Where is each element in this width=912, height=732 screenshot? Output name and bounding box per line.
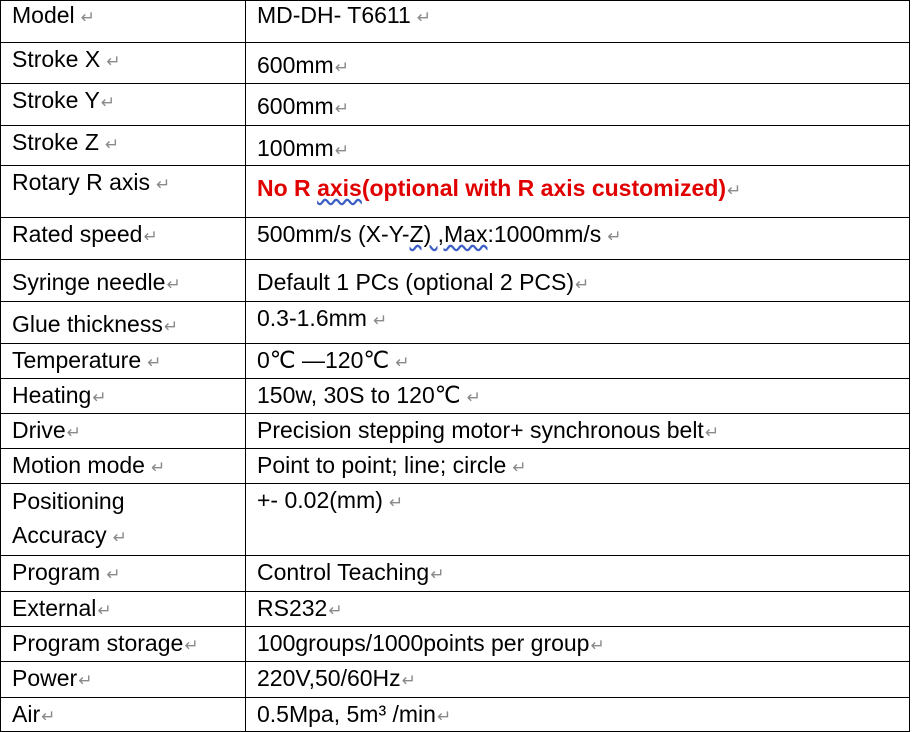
paragraph-mark-icon: ↵ [607, 227, 622, 246]
value-cell [246, 484, 910, 556]
paragraph-mark-icon: ↵ [395, 353, 410, 372]
row-label: Air [12, 701, 41, 727]
paragraph-mark-icon: ↵ [166, 275, 181, 294]
paragraph-mark-icon: ↵ [575, 275, 590, 294]
value-cell [246, 344, 910, 379]
table-row [1, 627, 910, 662]
value-cell [246, 1, 910, 43]
value-cell [246, 218, 910, 260]
row-value: 500mm/s (X-Y-Z) ,Max:1000mm/s [257, 221, 602, 247]
label-cell [1, 592, 246, 627]
label-cell [1, 484, 246, 556]
paragraph-mark-icon: ↵ [104, 135, 120, 154]
value-cell [246, 84, 910, 126]
paragraph-mark-icon: ↵ [328, 601, 343, 620]
row-label: Program storage [12, 630, 184, 656]
paragraph-mark-icon: ↵ [512, 458, 527, 477]
value-cell [246, 43, 910, 84]
table-row [1, 484, 910, 556]
row-label: External [12, 595, 97, 621]
row-label: Syringe needle [12, 269, 166, 295]
paragraph-mark-icon: ↵ [163, 317, 179, 336]
label-cell [1, 84, 246, 126]
row-label: Glue thickness [12, 311, 163, 337]
row-label: Heating [12, 382, 92, 408]
table-row [1, 126, 910, 166]
paragraph-mark-icon: ↵ [78, 671, 93, 690]
row-label: Model [12, 2, 75, 28]
label-cell [1, 43, 246, 84]
paragraph-mark-icon: ↵ [80, 8, 95, 27]
row-label: Rated speed [12, 221, 143, 247]
paragraph-mark-icon: ↵ [372, 311, 388, 330]
label-cell [1, 344, 246, 379]
paragraph-mark-icon: ↵ [184, 636, 199, 655]
value-cell [246, 627, 910, 662]
row-label: Motion mode [12, 452, 145, 478]
paragraph-mark-icon: ↵ [430, 565, 445, 584]
row-value: +- 0.02(mm) [257, 487, 383, 513]
table-row [1, 592, 910, 627]
table-row [1, 166, 910, 218]
row-value: Point to point; line; circle [257, 452, 507, 478]
label-cell [1, 260, 246, 302]
paragraph-mark-icon: ↵ [156, 175, 171, 194]
paragraph-mark-icon: ↵ [436, 707, 452, 726]
value-cell [246, 166, 910, 218]
row-value: 100mm [257, 135, 334, 161]
paragraph-mark-icon: ↵ [334, 58, 349, 77]
label-cell [1, 126, 246, 166]
label-cell [1, 166, 246, 218]
label-cell [1, 627, 246, 662]
table-row [1, 218, 910, 260]
value-cell [246, 260, 910, 302]
row-label: Drive [12, 417, 66, 443]
table-row [1, 556, 910, 592]
paragraph-mark-icon: ↵ [334, 99, 349, 118]
table-row [1, 1, 910, 43]
row-value: 0℃ —120℃ [257, 347, 390, 373]
row-label: Stroke X [12, 46, 101, 72]
label-cell [1, 218, 246, 260]
row-value: 600mm [257, 52, 334, 78]
paragraph-mark-icon: ↵ [466, 388, 481, 407]
table-row [1, 344, 910, 379]
row-value: 220V,50/60Hz [257, 665, 401, 691]
value-cell [246, 592, 910, 627]
row-value: Control Teaching [257, 559, 430, 585]
paragraph-mark-icon: ↵ [97, 601, 112, 620]
value-cell [246, 662, 910, 698]
value-cell [246, 449, 910, 484]
row-label: Stroke Z [12, 129, 99, 155]
row-label: Power [12, 665, 78, 691]
label-cell [1, 379, 246, 414]
label-cell [1, 556, 246, 592]
paragraph-mark-icon: ↵ [388, 493, 404, 512]
table-row [1, 662, 910, 698]
row-value: 0.3-1.6mm [257, 305, 367, 331]
row-value: 600mm [257, 93, 334, 119]
table-row [1, 84, 910, 126]
value-cell [246, 556, 910, 592]
label-cell [1, 302, 246, 344]
label-cell [1, 414, 246, 449]
value-cell [246, 302, 910, 344]
row-value: RS232 [257, 595, 328, 621]
table-row [1, 302, 910, 344]
row-label: Stroke Y [12, 87, 100, 113]
paragraph-mark-icon: ↵ [704, 423, 720, 442]
value-cell [246, 414, 910, 449]
paragraph-mark-icon: ↵ [590, 636, 605, 655]
label-cell [1, 1, 246, 43]
paragraph-mark-icon: ↵ [147, 353, 162, 372]
row-label: Program [12, 559, 101, 585]
table-row [1, 698, 910, 732]
table-row [1, 449, 910, 484]
paragraph-mark-icon: ↵ [143, 227, 158, 246]
table-row [1, 43, 910, 84]
table-row [1, 414, 910, 449]
value-cell [246, 698, 910, 732]
row-value: No R axis(optional with R axis customized) [257, 175, 727, 201]
table-row [1, 379, 910, 414]
paragraph-mark-icon: ↵ [112, 528, 127, 547]
row-value: 150w, 30S to 120℃ [257, 382, 461, 408]
label-cell [1, 662, 246, 698]
paragraph-mark-icon: ↵ [41, 707, 56, 726]
row-label: Positioning [12, 488, 125, 514]
value-cell [246, 126, 910, 166]
paragraph-mark-icon: ↵ [150, 458, 166, 477]
table-row [1, 260, 910, 302]
row-value: Default 1 PCs (optional 2 PCS) [257, 269, 575, 295]
row-label: Accuracy [12, 522, 107, 548]
paragraph-mark-icon: ↵ [106, 565, 121, 584]
row-value: 0.5Mpa, 5m³ /min [257, 701, 436, 727]
paragraph-mark-icon: ↵ [106, 52, 121, 71]
paragraph-mark-icon: ↵ [92, 388, 107, 407]
label-cell [1, 449, 246, 484]
paragraph-mark-icon: ↵ [100, 93, 116, 112]
paragraph-mark-icon: ↵ [401, 671, 416, 690]
paragraph-mark-icon: ↵ [334, 141, 349, 160]
row-label: Temperature [12, 347, 142, 373]
label-cell [1, 698, 246, 732]
paragraph-mark-icon: ↵ [416, 8, 432, 27]
value-cell [246, 379, 910, 414]
row-label: Rotary R axis [12, 169, 151, 195]
paragraph-mark-icon: ↵ [727, 181, 742, 200]
paragraph-mark-icon: ↵ [66, 423, 81, 442]
row-value: Precision stepping motor+ synchronous belt [257, 417, 704, 443]
row-value: MD-DH- T6611 [257, 2, 411, 28]
row-value: 100groups/1000points per group [257, 630, 590, 656]
